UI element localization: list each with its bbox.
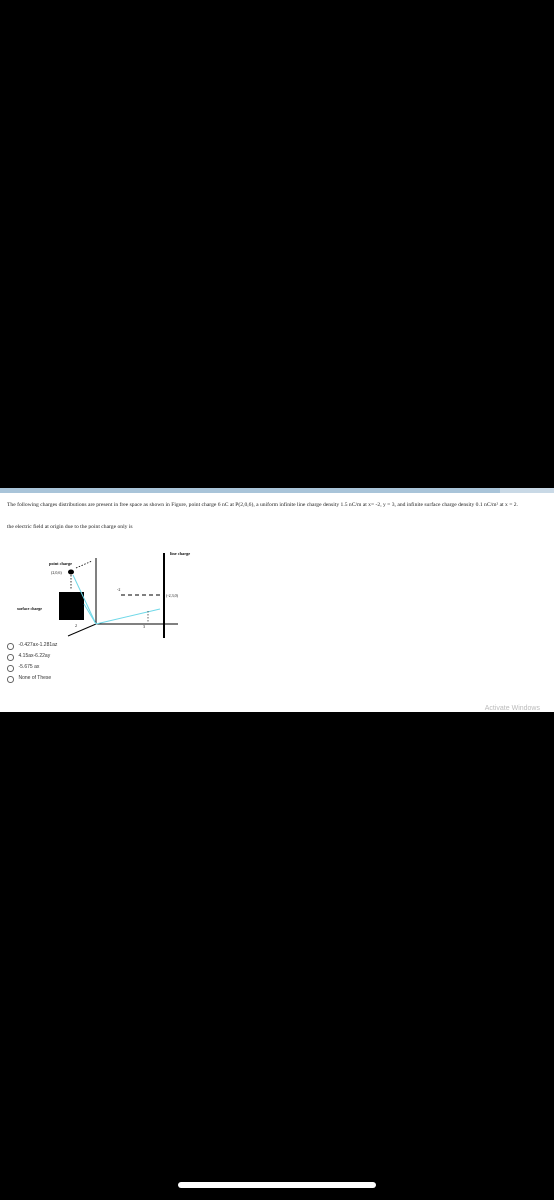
home-indicator[interactable]	[178, 1182, 376, 1188]
option-label: 4.15ax-6.22ay	[18, 652, 51, 659]
radio-button[interactable]	[7, 643, 14, 650]
quiz-screen	[0, 488, 554, 712]
question-text: The following charges distributions are present in free space as shown in Figure, point charge 6 nC at P(2,0,6), a uniform infinite line charge density 1.5 nC/m at x= -2, y = 3, and infinite surface charge density 0.1 nC/m² at x = 2.	[7, 502, 518, 508]
tick-label-x: 2	[75, 623, 77, 628]
surface-charge-square	[59, 592, 84, 620]
point-charge-dot	[68, 570, 74, 575]
x-axis	[68, 624, 96, 636]
vector-origin-to-line	[96, 609, 160, 624]
answer-options	[7, 641, 57, 685]
line-charge-label: line charge	[170, 551, 191, 556]
option-1[interactable]	[7, 641, 57, 652]
charge-figure	[0, 518, 554, 638]
point-charge-coords: (2,0,6)	[51, 570, 62, 575]
point-charge-arrow	[76, 561, 92, 568]
top-bar-accent	[500, 488, 554, 493]
option-label: None of These	[18, 674, 52, 681]
option-label: -0.427ax-1.281az	[18, 641, 58, 648]
option-4[interactable]	[7, 674, 57, 685]
vector-to-surface	[84, 604, 96, 624]
line-charge-coords: (-2,3,0)	[166, 593, 178, 598]
option-label: -5.675 ax	[18, 663, 40, 670]
question-prompt: the electric field at origin due to the point charge only is	[7, 524, 133, 530]
radio-button[interactable]	[7, 654, 14, 661]
activate-windows-watermark: Activate Windows	[484, 705, 540, 712]
point-charge-label: point charge	[49, 561, 73, 566]
option-3[interactable]	[7, 663, 57, 674]
surface-charge-label: surface charge	[17, 606, 42, 611]
tick-label-y: -2	[117, 587, 121, 592]
top-bar	[0, 488, 554, 493]
radio-button[interactable]	[7, 676, 14, 683]
radio-button[interactable]	[7, 665, 14, 672]
option-2[interactable]	[7, 652, 57, 663]
tick-label-z: 3	[143, 624, 145, 629]
